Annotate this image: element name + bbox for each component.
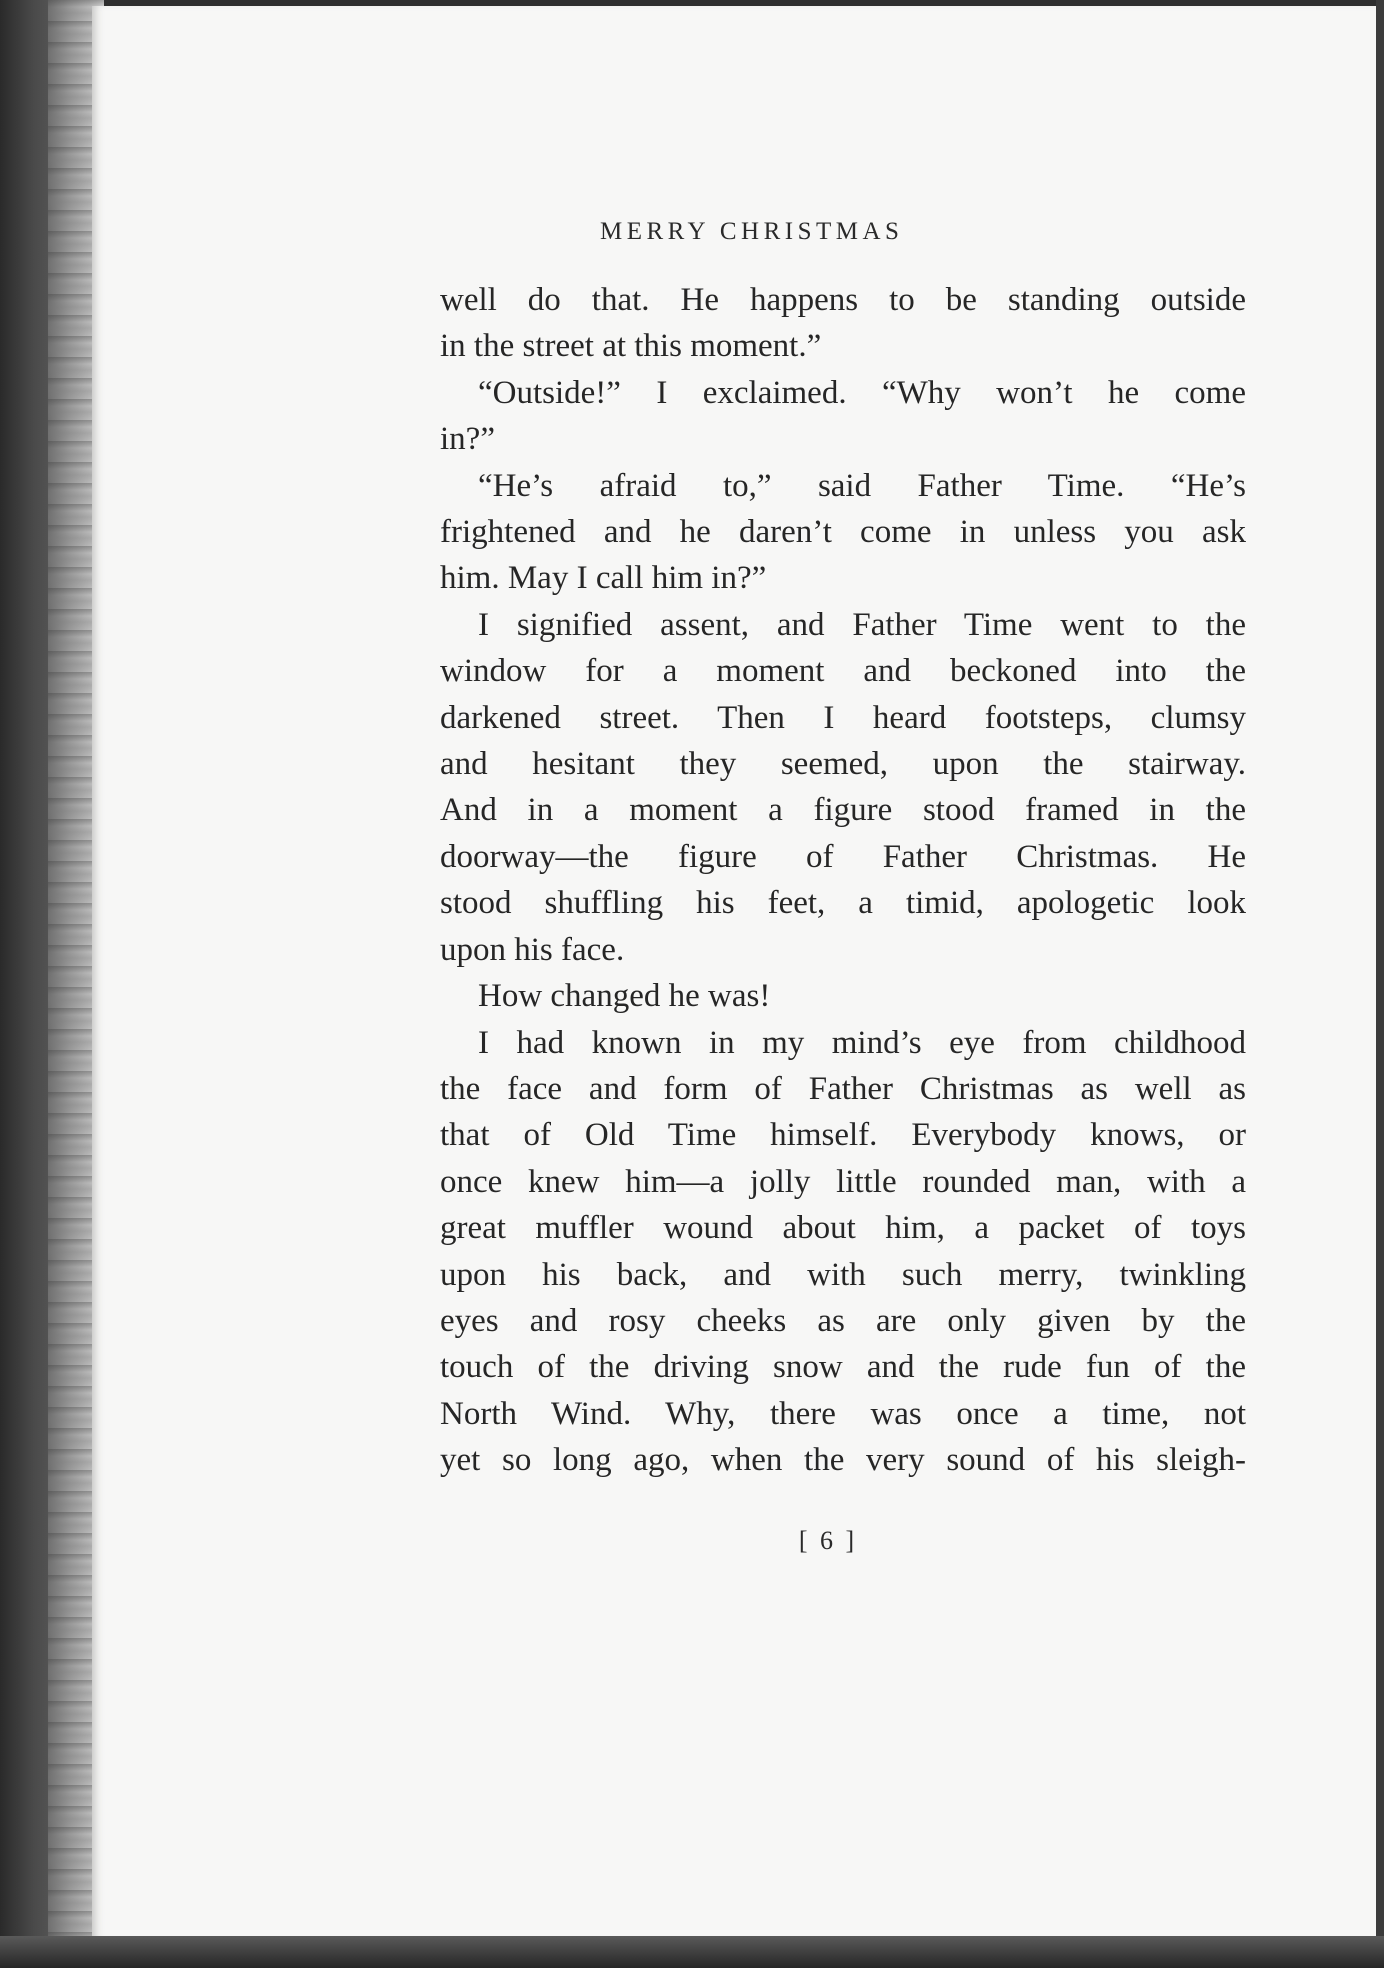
text-line: in the street at this moment.” <box>440 328 822 365</box>
right-margin-shadow <box>1376 0 1384 1968</box>
text-line: window for a moment and beckoned into the <box>440 653 1246 690</box>
text-line: stood shuffling his feet, a timid, apologetic look <box>440 885 1246 922</box>
text-line: I had known in my mind’s eye from childhood <box>478 1024 1246 1061</box>
text-line: doorway—the figure of Father Christmas. He <box>440 838 1246 875</box>
running-head: MERRY CHRISTMAS <box>600 218 904 245</box>
text-line: eyes and rosy cheeks as are only given by the <box>440 1302 1246 1339</box>
text-line: once knew him—a jolly little rounded man, with a <box>440 1163 1246 1200</box>
text-line: And in a moment a figure stood framed in the <box>440 792 1246 829</box>
text-line: great muffler wound about him, a packet of toys <box>440 1210 1246 1247</box>
text-line: well do that. He happens to be standing outside <box>440 282 1246 318</box>
text-line: and hesitant they seemed, upon the stairway. <box>440 746 1246 783</box>
body-text <box>440 277 1246 1484</box>
text-line: upon his face. <box>440 931 625 968</box>
text-line: North Wind. Why, there was once a time, not <box>440 1395 1246 1432</box>
text-line: darkened street. Then I heard footsteps, clumsy <box>440 699 1246 736</box>
text-line: the face and form of Father Christmas as well as <box>440 1070 1246 1107</box>
bottom-shadow <box>0 1936 1384 1968</box>
text-line: upon his back, and with such merry, twinkling <box>440 1256 1246 1293</box>
text-line: How changed he was! <box>478 978 771 1015</box>
text-line: I signified assent, and Father Time went to the <box>478 606 1246 643</box>
text-line: touch of the driving snow and the rude fun of the <box>440 1349 1246 1386</box>
text-line: him. May I call him in?” <box>440 560 767 597</box>
text-line: “He’s afraid to,” said Father Time. “He’s <box>478 467 1246 504</box>
text-line: “Outside!” I exclaimed. “Why won’t he come <box>478 374 1246 411</box>
text-line: that of Old Time himself. Everybody knows, or <box>440 1117 1246 1154</box>
text-line: frightened and he daren’t come in unless you ask <box>440 514 1246 551</box>
text-line: in?” <box>440 421 495 458</box>
text-line: yet so long ago, when the very sound of his sleigh- <box>440 1442 1246 1479</box>
page-number: [ 6 ] <box>798 1526 858 1555</box>
